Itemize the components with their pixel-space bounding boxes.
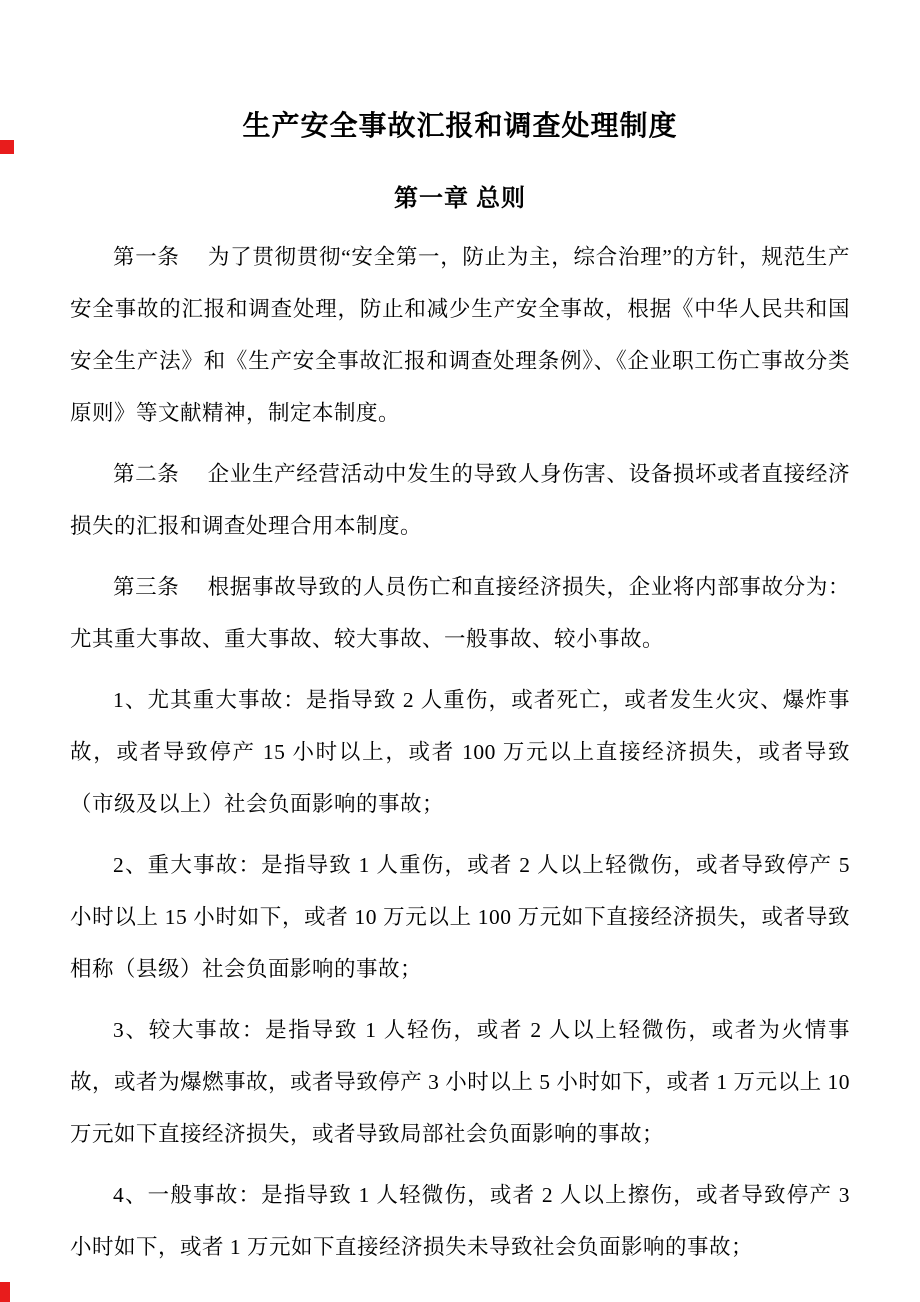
- paragraph-item-4: 4、一般事故：是指导致 1 人轻微伤，或者 2 人以上擦伤，或者导致停产 3 小时如下，或者 1 万元如下直接经济损失未导致社会负面影响的事故；: [70, 1183, 850, 1259]
- document-title: 生产安全事故汇报和调查处理制度: [242, 111, 678, 142]
- red-edge-marker-bottom: [0, 1282, 10, 1302]
- paragraph-article-3: 第三条 根据事故导致的人员伤亡和直接经济损失，企业将内部事故分为：尤其重大事故、重大事故、较大事故、一般事故、较小事故。: [70, 575, 850, 651]
- paragraph-article-1: 第一条 为了贯彻贯彻“安全第一，防止为主，综合治理”的方针，规范生产安全事故的汇报和调查处理，防止和减少生产安全事故，根据《中华人民共和国安全生产法》和《生产安全事故汇报和调查处理条例》、《企业职工伤亡事故分类原则》等文献精神，制定本制度。: [70, 245, 850, 425]
- paragraph-item-3: 3、较大事故：是指导致 1 人轻伤，或者 2 人以上轻微伤，或者为火情事故，或者为爆燃事故，或者导致停产 3 小时以上 5 小时如下，或者 1 万元以上 10 万元如下直接经济损失，或者导致局部社会负面影响的事故；: [70, 1018, 850, 1146]
- document-body: [70, 231, 850, 1273]
- paragraph-item-1: 1、尤其重大事故：是指导致 2 人重伤，或者死亡，或者发生火灾、爆炸事故，或者导致停产 15 小时以上，或者 100 万元以上直接经济损失，或者导致（市级及以上）社会负面影响的事故；: [70, 688, 850, 816]
- chapter-heading: 第一章 总则: [394, 186, 526, 212]
- red-edge-marker-top: [0, 140, 14, 154]
- paragraph-article-2: 第二条 企业生产经营活动中发生的导致人身伤害、设备损坏或者直接经济损失的汇报和调查处理合用本制度。: [70, 462, 850, 538]
- paragraph-item-2: 2、重大事故：是指导致 1 人重伤，或者 2 人以上轻微伤，或者导致停产 5 小时以上 15 小时如下，或者 10 万元以上 100 万元如下直接经济损失，或者导致相称（县级）社会负面影响的事故；: [70, 853, 850, 981]
